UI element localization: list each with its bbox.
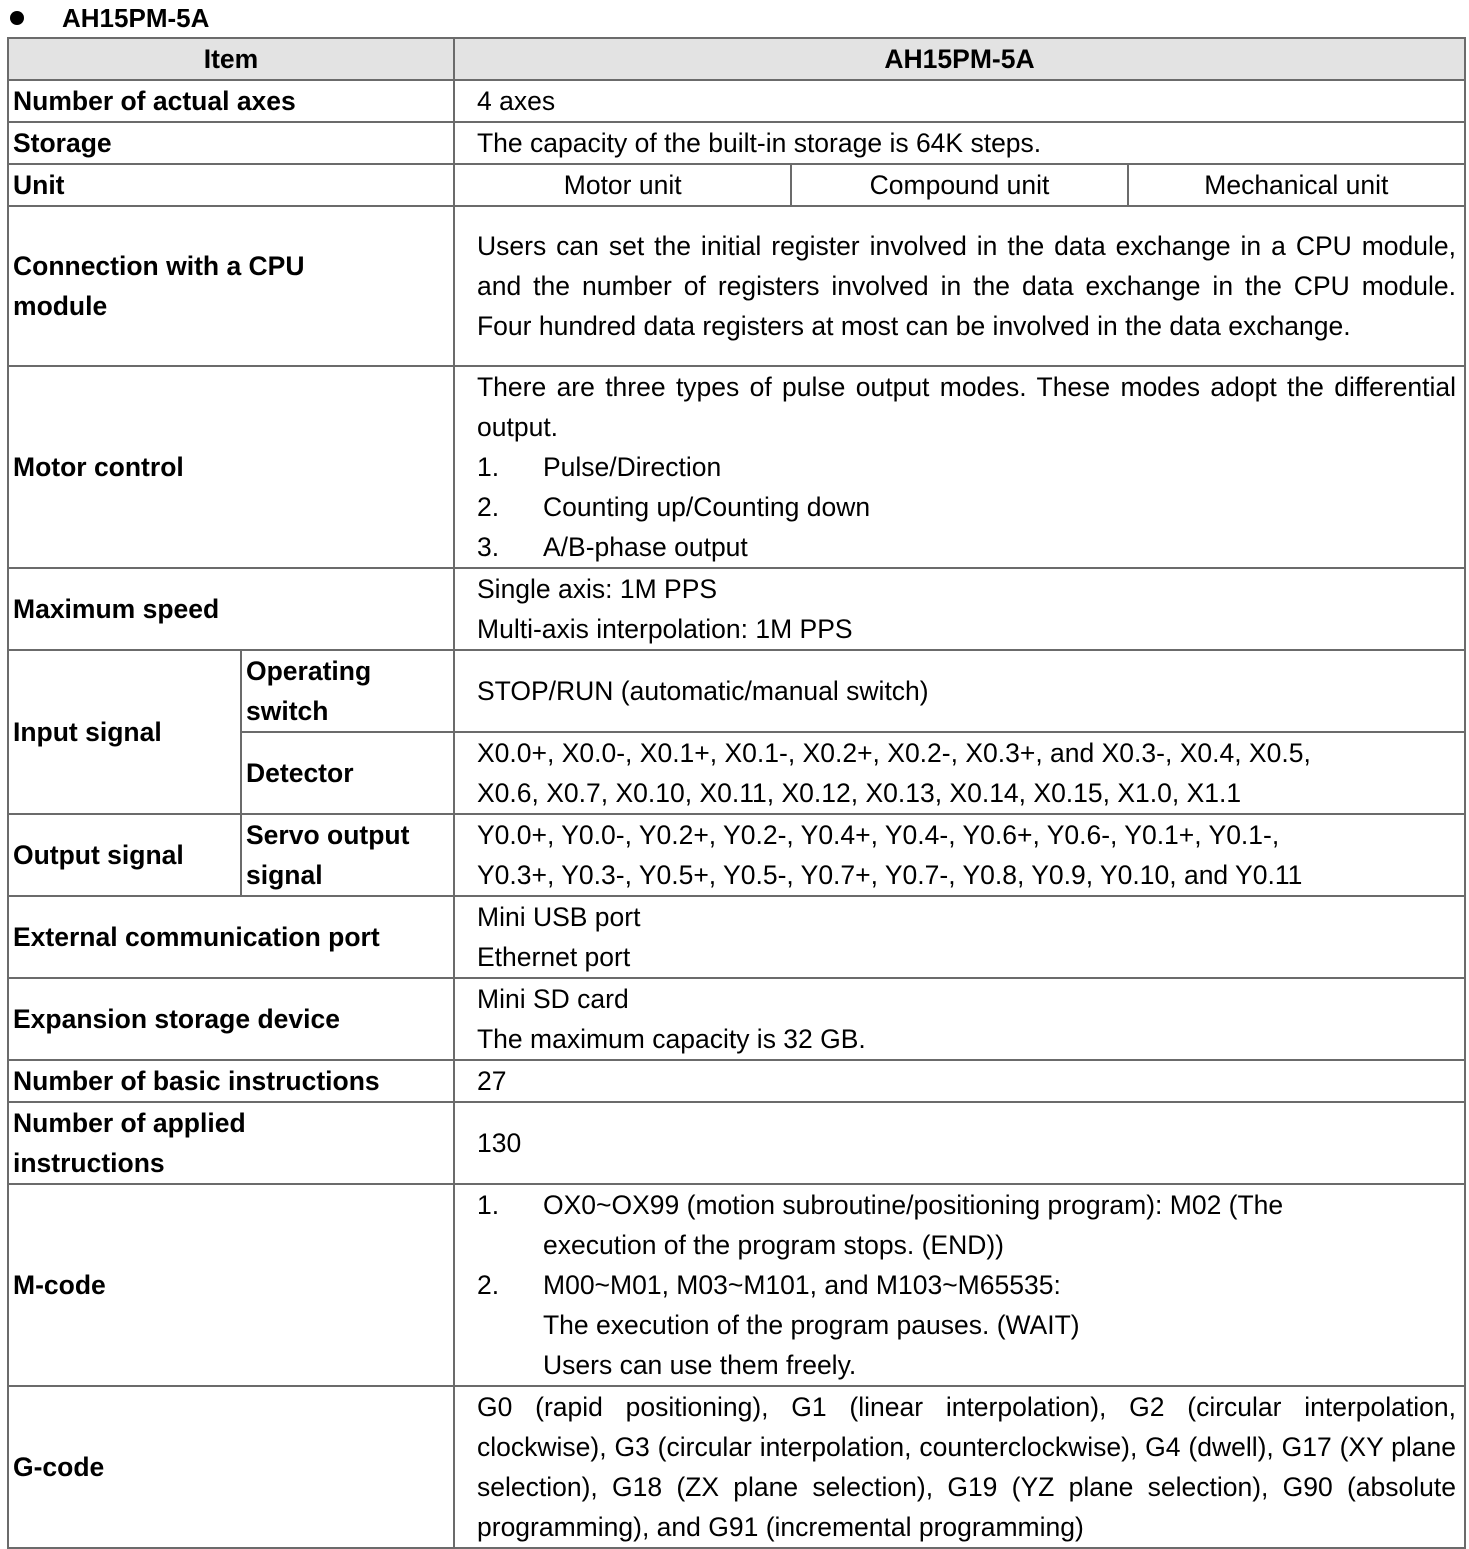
header-model: AH15PM-5A bbox=[454, 38, 1465, 80]
value-line: Multi-axis interpolation: 1M PPS bbox=[477, 614, 853, 644]
row-label bbox=[8, 1102, 454, 1184]
row-label: Output signal bbox=[8, 814, 241, 896]
row-value bbox=[454, 896, 1465, 978]
table-header-row bbox=[8, 38, 1465, 80]
row-label: Expansion storage device bbox=[8, 978, 454, 1060]
list-number: 1. bbox=[477, 452, 500, 482]
row-label: Maximum speed bbox=[8, 568, 454, 650]
value-line: Y0.3+, Y0.3-, Y0.5+, Y0.5-, Y0.7+, Y0.7-, Y0.8, Y0.9, Y0.10, and Y0.11 bbox=[477, 860, 1303, 890]
list-text-line: M00~M01, M03~M101, and M103~M65535: bbox=[543, 1270, 1061, 1300]
table-row bbox=[8, 978, 1465, 1060]
row-value: STOP/RUN (automatic/manual switch) bbox=[454, 650, 1465, 732]
heading-title: AH15PM-5A bbox=[62, 2, 210, 33]
table-row bbox=[8, 1060, 1465, 1102]
table-row bbox=[8, 568, 1465, 650]
row-value bbox=[454, 732, 1465, 814]
section-heading bbox=[10, 0, 209, 36]
list-number: 2. bbox=[477, 1270, 500, 1300]
value-line: Mini SD card bbox=[477, 984, 629, 1014]
list-text-line: Users can use them freely. bbox=[543, 1350, 857, 1380]
list-text-line: OX0~OX99 (motion subroutine/positioning program): M02 (The bbox=[543, 1190, 1284, 1220]
row-label: Number of basic instructions bbox=[8, 1060, 454, 1102]
table-row bbox=[8, 896, 1465, 978]
sub-label-line: Operating bbox=[246, 656, 372, 686]
list-item bbox=[477, 1185, 1460, 1265]
list-text: Counting up/Counting down bbox=[543, 492, 871, 522]
list-text bbox=[543, 1185, 1460, 1265]
row-value bbox=[454, 1386, 1465, 1548]
table-row bbox=[8, 1184, 1465, 1386]
table-row bbox=[8, 164, 1465, 206]
row-value: 27 bbox=[454, 1060, 1465, 1102]
bullet-icon bbox=[10, 11, 24, 25]
unit-mechanical: Mechanical unit bbox=[1128, 165, 1464, 205]
row-label: Motor control bbox=[8, 366, 454, 568]
unit-subtable bbox=[455, 165, 1464, 205]
row-label: Unit bbox=[8, 164, 454, 206]
unit-motor: Motor unit bbox=[563, 170, 682, 200]
list-text bbox=[543, 1265, 1460, 1385]
value-line: Mini USB port bbox=[477, 902, 641, 932]
row-value bbox=[454, 1184, 1465, 1386]
value-line: Single axis: 1M PPS bbox=[477, 574, 718, 604]
header-item: Item bbox=[8, 38, 454, 80]
row-value: 130 bbox=[454, 1102, 1465, 1184]
list-number: 3. bbox=[477, 532, 500, 562]
sub-label bbox=[241, 814, 454, 896]
value-line: Ethernet port bbox=[477, 942, 631, 972]
row-value bbox=[454, 568, 1465, 650]
table-row bbox=[8, 366, 1465, 568]
row-value bbox=[454, 366, 1465, 568]
list-item bbox=[477, 1265, 1460, 1385]
sub-label-line: Servo output bbox=[246, 820, 410, 850]
table-row bbox=[8, 650, 1465, 732]
row-label: G-code bbox=[8, 1386, 454, 1548]
list-number: 1. bbox=[477, 1190, 500, 1220]
table-row bbox=[8, 1386, 1465, 1548]
row-label: Input signal bbox=[8, 650, 241, 814]
spec-table bbox=[7, 37, 1466, 1549]
motor-intro: There are three types of pulse output modes. These modes adopt the differential output. bbox=[477, 372, 1456, 442]
value-line: Y0.0+, Y0.0-, Y0.2+, Y0.2-, Y0.4+, Y0.4-, Y0.6+, Y0.6-, Y0.1+, Y0.1-, bbox=[477, 820, 1280, 850]
list-item bbox=[477, 487, 1460, 527]
unit-compound: Compound unit bbox=[791, 165, 1127, 205]
sub-label bbox=[241, 650, 454, 732]
list-text: Pulse/Direction bbox=[543, 452, 722, 482]
row-value bbox=[454, 814, 1465, 896]
sub-label-line: signal bbox=[246, 860, 323, 890]
row-label-line: Number of applied bbox=[13, 1108, 246, 1138]
row-value: The capacity of the built-in storage is 64K steps. bbox=[454, 122, 1465, 164]
row-label: M-code bbox=[8, 1184, 454, 1386]
row-label: Storage bbox=[8, 122, 454, 164]
list-text-line: The execution of the program pauses. (WAIT) bbox=[543, 1310, 1080, 1340]
unit-cells bbox=[454, 164, 1465, 206]
list-item bbox=[477, 527, 1460, 567]
list-text-line: execution of the program stops. (END)) bbox=[543, 1230, 1004, 1260]
row-label-line: Connection with a CPU bbox=[13, 251, 305, 281]
row-label-line: module bbox=[13, 291, 108, 321]
connection-text: Users can set the initial register involved in the data exchange in a CPU module, and the number of registers involved in the data exchange in the CPU module. Four hundred data registers at most can be involved in the data exchange. bbox=[477, 231, 1456, 341]
list-number: 2. bbox=[477, 492, 500, 522]
table-row bbox=[8, 206, 1465, 366]
value-line: X0.6, X0.7, X0.10, X0.11, X0.12, X0.13, X0.14, X0.15, X1.0, X1.1 bbox=[477, 778, 1242, 808]
table-row bbox=[8, 80, 1465, 122]
value-line: X0.0+, X0.0-, X0.1+, X0.1-, X0.2+, X0.2-, X0.3+, and X0.3-, X0.4, X0.5, bbox=[477, 738, 1311, 768]
table-row bbox=[8, 122, 1465, 164]
table-row bbox=[8, 814, 1465, 896]
value-line: The maximum capacity is 32 GB. bbox=[477, 1024, 866, 1054]
sub-label: Detector bbox=[241, 732, 454, 814]
sub-label-line: switch bbox=[246, 696, 329, 726]
row-value: 4 axes bbox=[454, 80, 1465, 122]
list-text: A/B-phase output bbox=[543, 532, 748, 562]
table-row bbox=[8, 1102, 1465, 1184]
row-value bbox=[454, 978, 1465, 1060]
row-label: Number of actual axes bbox=[8, 80, 454, 122]
row-label: External communication port bbox=[8, 896, 454, 978]
row-value bbox=[454, 206, 1465, 366]
row-label-line: instructions bbox=[13, 1148, 165, 1178]
list-item bbox=[477, 447, 1460, 487]
row-label bbox=[8, 206, 454, 366]
gcode-text: G0 (rapid positioning), G1 (linear interpolation), G2 (circular interpolation, clockwise), G3 (circular interpolation, counterclockwise), G4 (dwell), G17 (XY plane selection), G18 (ZX plane selection), G19 (YZ plane selection), G90 (absolute programming), and G91 (incremental programming) bbox=[477, 1392, 1456, 1542]
